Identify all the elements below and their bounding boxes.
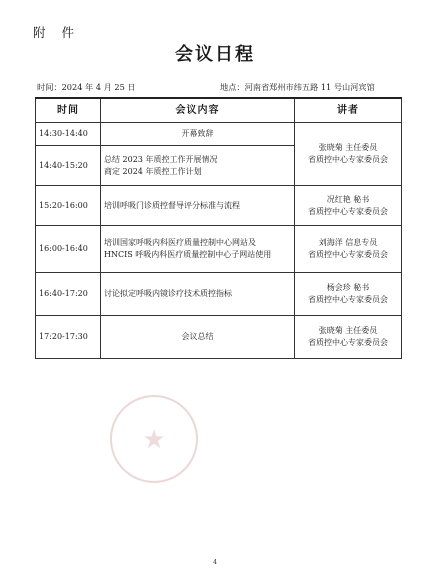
column-header-time: 时间	[36, 98, 101, 123]
attachment-label: 附 件	[33, 25, 80, 40]
seal-star-icon: ★	[142, 425, 166, 455]
table-row	[36, 186, 402, 226]
time-cell: 16:40-17:20	[36, 273, 101, 316]
table-row	[36, 316, 402, 359]
time-cell: 14:40-15:20	[36, 146, 101, 186]
time-cell: 16:00-16:40	[36, 226, 101, 273]
speaker-affiliation: 省质控中心专家委员会	[308, 295, 388, 304]
content-cell	[101, 186, 295, 226]
content-cell	[101, 146, 295, 186]
table-row	[36, 123, 402, 146]
speaker-cell	[295, 316, 402, 359]
speaker-affiliation: 省质控中心专家委员会	[308, 206, 388, 216]
content-line: HNCIS 呼吸内科医疗质量控制中心子网站使用	[104, 250, 272, 259]
speaker-cell	[295, 123, 402, 186]
speaker-name-title: 刘海洋 信息专员	[318, 238, 378, 247]
speaker-affiliation: 省质控中心专家委员会	[308, 250, 388, 259]
speaker-affiliation: 省质控中心专家委员会	[308, 155, 388, 164]
content-cell	[101, 316, 295, 359]
time-cell: 14:30-14:40	[36, 123, 101, 146]
official-seal	[110, 395, 198, 483]
speaker-cell	[295, 186, 402, 226]
speaker-name-title: 况红艳 秘书	[326, 194, 370, 204]
content-line: 会议总结	[181, 332, 214, 341]
table-row	[36, 226, 402, 273]
speaker-name-title: 张晓菊 主任委员	[318, 326, 378, 335]
speaker-affiliation: 省质控中心专家委员会	[308, 338, 388, 347]
page-title: 会议日程	[175, 44, 255, 65]
content-line: 总结 2023 年质控工作开展情况	[104, 154, 218, 164]
time-cell: 15:20-16:00	[36, 186, 101, 226]
column-header-speaker: 讲者	[295, 98, 402, 123]
content-cell	[101, 226, 295, 273]
content-line: 培训国家呼吸内科医疗质量控制中心网站及	[104, 238, 256, 247]
speaker-cell	[295, 273, 402, 316]
speaker-cell	[295, 226, 402, 273]
meeting-time: 时间：2024 年 4 月 25 日	[37, 82, 136, 92]
content-line: 讨论拟定呼吸内镜诊疗技术质控指标	[104, 289, 232, 298]
page-number: 4	[213, 559, 217, 566]
content-cell	[101, 123, 295, 146]
content-line: 开幕致辞	[181, 129, 214, 138]
column-header-content: 会议内容	[101, 98, 295, 123]
speaker-name-title: 张晓菊 主任委员	[318, 143, 378, 152]
table-header-row	[36, 98, 402, 123]
content-cell	[101, 273, 295, 316]
meeting-location: 地点：河南省郑州市纬五路 11 号山河宾馆	[220, 82, 375, 92]
content-line: 培训呼吸门诊质控督导评分标准与流程	[104, 200, 240, 210]
schedule-table	[35, 97, 402, 359]
time-cell: 17:20-17:30	[36, 316, 101, 359]
content-line: 商定 2024 年质控工作计划	[104, 166, 202, 176]
speaker-name-title: 杨会珍 秘书	[326, 283, 370, 292]
table-row	[36, 273, 402, 316]
